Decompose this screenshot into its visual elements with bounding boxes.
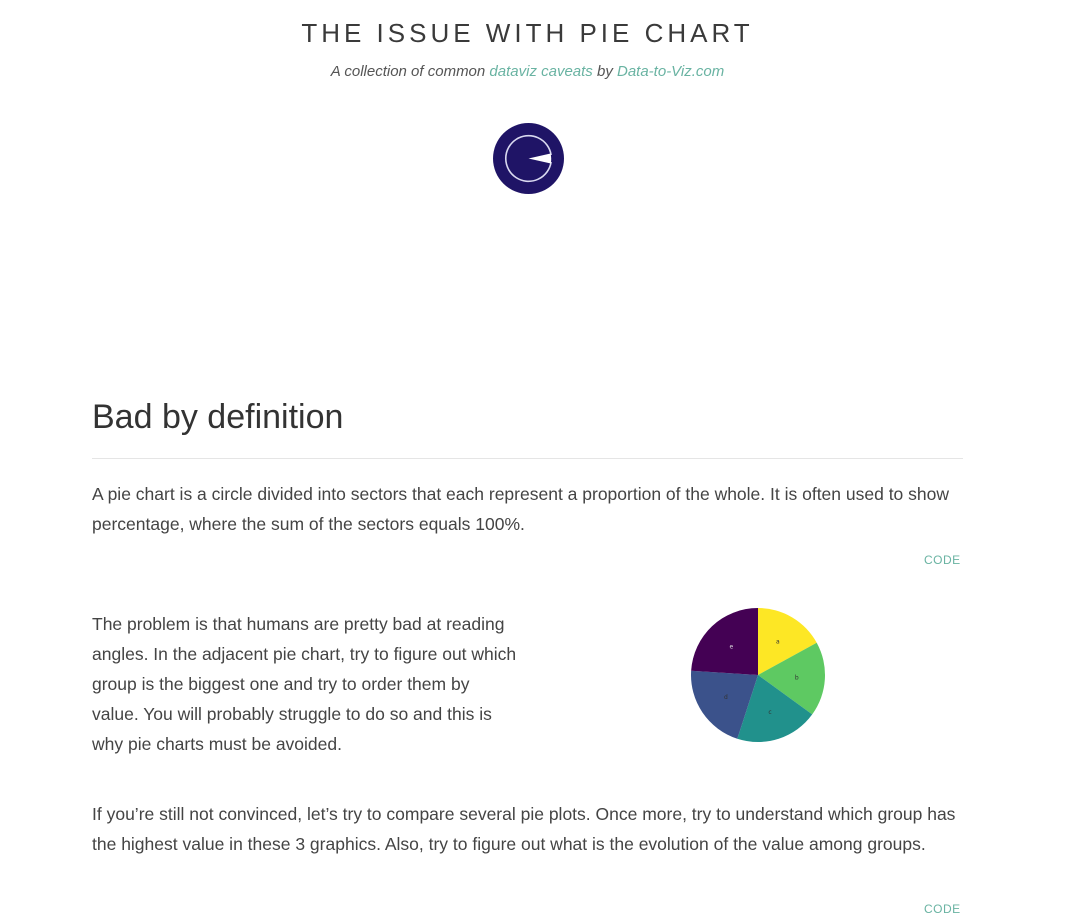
section-divider <box>92 458 963 459</box>
pie-chart-svg <box>689 606 827 744</box>
data-to-viz-link[interactable]: Data-to-Viz.com <box>617 63 725 80</box>
subtitle-prefix: A collection of common <box>330 63 486 80</box>
site-title: THE ISSUE WITH PIE CHART <box>301 18 754 48</box>
subtitle-middle: by <box>596 63 613 80</box>
code-button[interactable]: CODE <box>924 553 961 567</box>
intro-paragraph: A pie chart is a circle divided into sectors that each represent a proportion of the whole. It is often used to show percentage, where the sum of the sectors equals 100%. <box>92 484 950 534</box>
pie-chart <box>689 606 827 744</box>
pie-label-b: b <box>794 674 799 682</box>
pie-label-d: d <box>723 693 728 701</box>
pie-slice-e <box>691 608 758 675</box>
section-title: Bad by definition <box>92 398 344 436</box>
pie-label-c: c <box>768 708 772 716</box>
pie-logo-icon[interactable] <box>493 123 564 194</box>
pie-label-a: a <box>775 638 780 646</box>
dataviz-caveats-link[interactable]: dataviz caveats <box>489 63 593 80</box>
code-button-2[interactable]: CODE <box>924 902 961 913</box>
pie-label-e: e <box>729 643 734 651</box>
subtitle <box>0 63 1055 80</box>
comparison-paragraph: If you’re still not convinced, let’s try to compare several pie plots. Once more, try to understand which group has the highest value in these 3 graphics. Also, try to figure out what is the evolution of the value among groups. <box>92 804 956 854</box>
problem-paragraph: The problem is that humans are pretty bad at reading angles. In the adjacent pie chart, try to figure out which group is the biggest one and try to order them by value. You will probably struggle to do so and this is why pie charts must be avoided. <box>92 614 517 754</box>
